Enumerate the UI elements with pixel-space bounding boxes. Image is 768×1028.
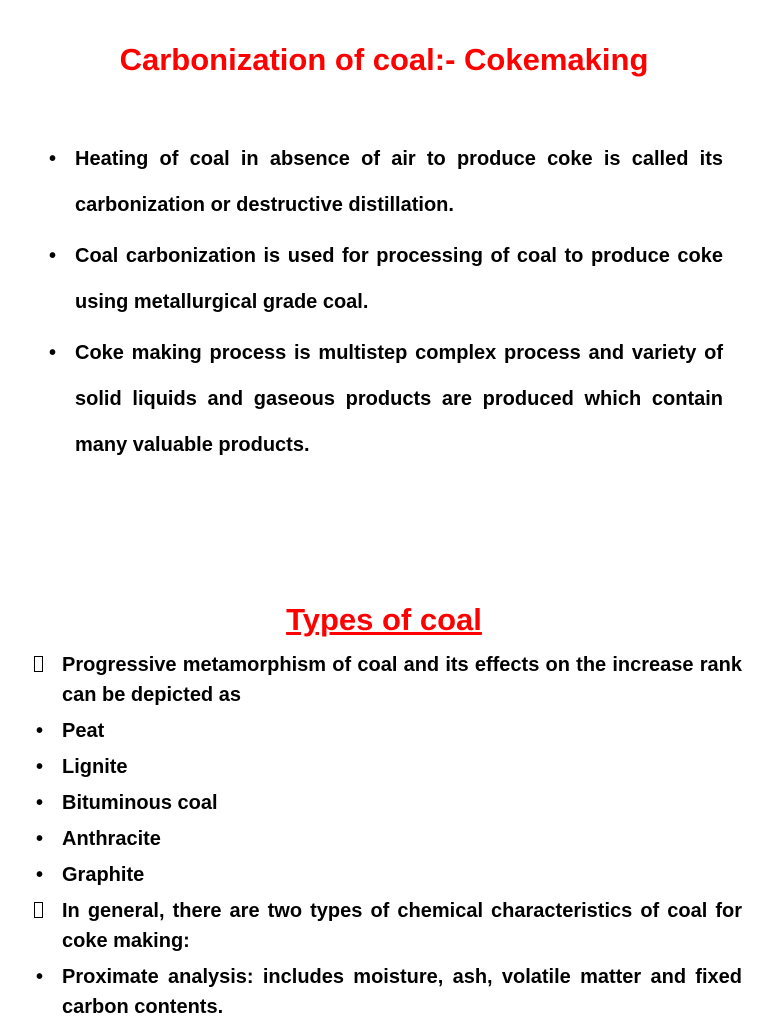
bullet-icon: •	[36, 828, 44, 850]
list-item-text: Proximate analysis: includes moisture, ash, volatile matter and fixed carbon contents.	[62, 966, 742, 1018]
list-item-text: Coal carbonization is used for processing of coal to produce coke using metallurgical grade coal.	[75, 245, 723, 313]
box-marker-icon	[34, 656, 43, 672]
list-item-text: Progressive metamorphism of coal and its effects on the increase rank can be depicted as	[62, 654, 742, 706]
list-item	[32, 860, 742, 890]
bullet-icon: •	[49, 342, 57, 364]
types-list	[32, 650, 742, 1028]
list-item	[45, 136, 723, 228]
intro-bullet-list	[45, 136, 723, 473]
bullet-icon: •	[36, 756, 44, 778]
bullet-icon: •	[36, 720, 44, 742]
list-item	[32, 716, 742, 746]
list-item-text: Heating of coal in absence of air to produce coke is called its carbonization or destructive distillation.	[75, 148, 723, 216]
list-item-text: Graphite	[62, 864, 145, 886]
list-item	[32, 896, 742, 956]
list-item	[32, 752, 742, 782]
bullet-icon: •	[49, 148, 57, 170]
bullet-icon: •	[49, 245, 57, 267]
list-item	[32, 824, 742, 854]
bullet-icon: •	[36, 792, 44, 814]
list-item-text: Coke making process is multistep complex process and variety of solid liquids and gaseous products are produced which contain many valuable products.	[75, 342, 723, 456]
list-item	[32, 962, 742, 1022]
list-item	[32, 788, 742, 818]
list-item-text: Lignite	[62, 756, 128, 778]
list-item-text: Bituminous coal	[62, 792, 218, 814]
list-item	[32, 650, 742, 710]
page-title: Carbonization of coal:- Cokemaking	[119, 42, 649, 77]
list-item-text: Anthracite	[62, 828, 161, 850]
bullet-icon: •	[36, 966, 44, 988]
list-item-text: Peat	[62, 720, 105, 742]
section-title: Types of coal	[286, 602, 482, 637]
box-marker-icon	[34, 902, 43, 918]
bullet-icon: •	[36, 864, 44, 886]
list-item	[45, 330, 723, 468]
list-item	[45, 233, 723, 325]
list-item-text: In general, there are two types of chemical characteristics of coal for coke making:	[62, 900, 742, 952]
